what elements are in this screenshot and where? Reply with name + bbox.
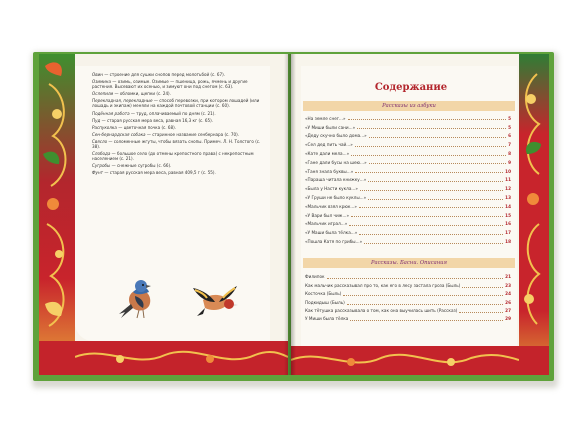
toc-page-number: 7 — [508, 142, 511, 148]
goldfinch-bird-illustration — [189, 282, 241, 322]
toc-page-number: 12 — [505, 186, 511, 192]
glossary-term: Пуд — [92, 117, 101, 123]
toc-dot-leader — [347, 301, 503, 305]
toc-page-number: 10 — [505, 168, 511, 174]
toc-dot-leader — [369, 160, 506, 164]
toc-entry — [305, 279, 511, 287]
glossary-definition: — старая русская мера веса, равная 16,3 кг (с. 65). — [100, 117, 213, 123]
toc-dot-leader — [343, 292, 503, 296]
toc-entry-title: «У Груши не было куклы...» — [305, 195, 367, 201]
toc-entry — [305, 123, 511, 132]
toc-entry-title: «Таня знала буквы...» — [305, 168, 354, 174]
toc-entry-title: «Гане дали бусы на шею...» — [305, 159, 367, 165]
toc-entry-title: «Деду скучно было дома...» — [305, 133, 367, 139]
toc-page-number: 23 — [505, 282, 511, 288]
toc-entry — [305, 149, 511, 158]
toc-entry — [305, 305, 511, 313]
toc-entry-title: «Сел дед пить чай...» — [305, 142, 353, 148]
toc-page-number: 6 — [508, 133, 511, 139]
glossary-entry — [92, 111, 268, 116]
toc-page-number: 14 — [505, 203, 511, 209]
glossary-definition: — способ перевозки, при котором лошадей (или лошадь и экипаж) меняли на каждой почтовой станции (с. 60). — [92, 98, 260, 109]
toc-entry-title: Как тётушка рассказывала о том, как она выучилась шить (Рассказ) — [305, 307, 458, 313]
glossary-term: Озимина — [92, 79, 111, 85]
toc-page-number: 15 — [505, 212, 511, 218]
glossary-entry — [92, 132, 268, 137]
toc-page-number: 26 — [505, 299, 511, 305]
glossary-entry — [92, 139, 268, 149]
glossary-entry — [92, 72, 268, 77]
glossary — [92, 72, 268, 178]
toc-entry-title: «Была у Насти кукла...» — [305, 186, 358, 192]
glossary-term: Фунт — [92, 170, 104, 176]
toc-page-number: 29 — [505, 316, 511, 322]
toc-entry — [305, 140, 511, 149]
toc-page-number: 13 — [505, 195, 511, 201]
glossary-entry — [92, 163, 268, 168]
toc-page-number: 9 — [508, 159, 511, 165]
glossary-entry — [92, 79, 268, 89]
toc-dot-leader — [368, 178, 503, 182]
toc-page-number: 27 — [505, 307, 511, 313]
toc-entry-title: «Мальчик играл...» — [305, 221, 348, 227]
toc-entry — [305, 271, 511, 279]
toc-entry-title: «У Маши была тёлка...» — [305, 230, 358, 236]
toc-entry — [305, 193, 511, 202]
toc-entry — [305, 158, 511, 167]
toc-entry — [305, 211, 511, 220]
toc-page-number: 16 — [505, 221, 511, 227]
toc-dot-leader — [355, 169, 503, 173]
toc-section-heading: Рассказы из азбуки — [382, 103, 436, 109]
toc-dot-leader — [355, 143, 506, 147]
toc-entry — [305, 220, 511, 229]
toc-entry-title: «Кате дали мела...» — [305, 151, 350, 157]
toc-dot-leader — [349, 222, 503, 226]
glossary-term: Распуколка — [92, 124, 117, 130]
left-page — [39, 54, 288, 375]
book-spine-gutter — [284, 54, 296, 375]
glossary-definition: — цветочная почка (с. 68). — [116, 124, 177, 130]
right-page — [291, 54, 549, 375]
right-bottom-ornament — [291, 346, 519, 375]
toc-entry — [305, 296, 511, 304]
toc-dot-leader — [459, 309, 503, 313]
toc-dot-leader — [327, 275, 504, 279]
toc-entry — [305, 228, 511, 237]
glossary-entry — [92, 170, 268, 175]
toc-entry-title: Филипок — [305, 274, 325, 280]
toc-entry-title: «На земле снег...» — [305, 115, 346, 121]
toc-dot-leader — [348, 116, 507, 120]
toc-page-number: 5 — [508, 115, 511, 121]
glossary-entry — [92, 125, 268, 130]
toc-dot-leader — [364, 240, 503, 244]
glossary-definition: — труд, оплачиваемый по дням (с. 21). — [129, 110, 216, 116]
glossary-definition: — соломенные жгуты, чтобы вязать снопы. Примеч. Л. Н. Толстого (с. 38). — [92, 138, 261, 150]
glossary-term: Сен-бернардская собака — [92, 131, 146, 137]
finch-bird-illustration — [117, 276, 159, 320]
toc-title: Содержание — [374, 82, 448, 93]
toc-page-number: 17 — [505, 230, 511, 236]
toc-entry-title: «Параша читала книжку...» — [305, 177, 367, 183]
toc-dot-leader — [351, 213, 503, 217]
glossary-definition: — большое село (до отмены крепостного права) с некрепостным населением (с. 21). — [92, 151, 254, 162]
glossary-definition: — строение для сушки снопов перед молотьбой (с. 67). — [102, 72, 225, 77]
toc-page-number: 24 — [505, 291, 511, 297]
toc-entry-title: «Мальчик взял крюк...» — [305, 203, 357, 209]
glossary-definition: — снежные сугробы (с. 66). — [110, 163, 172, 169]
glossary-entry — [92, 118, 268, 123]
toc-dot-leader — [357, 125, 506, 129]
toc-section-heading: Рассказы. Басни. Описания — [371, 260, 447, 266]
toc-entry-title: Косточка (Быль) — [305, 291, 342, 297]
toc-page-number: 18 — [505, 239, 511, 245]
toc-entry — [305, 313, 511, 321]
toc-entry — [305, 202, 511, 211]
glossary-definition: — старинное название сенбернара (с. 70). — [145, 131, 240, 137]
right-floral-ornament — [515, 54, 549, 375]
glossary-entry — [92, 91, 268, 96]
toc-entry-title: «Пошла Катя по грибы...» — [305, 239, 363, 245]
toc-page-number: 21 — [505, 274, 511, 280]
toc-list-stories — [305, 114, 511, 246]
glossary-term: Перекладная, перекладные — [92, 98, 153, 104]
toc-dot-leader — [359, 204, 503, 208]
toc-entry — [305, 184, 511, 193]
left-bottom-ornament — [75, 341, 288, 375]
toc-entry — [305, 167, 511, 176]
toc-dot-leader — [360, 187, 503, 191]
toc-dot-leader — [359, 231, 503, 235]
glossary-term: Сугробы — [92, 163, 111, 169]
toc-dot-leader — [462, 284, 503, 288]
toc-page-number: 11 — [505, 177, 511, 183]
glossary-entry — [92, 98, 268, 108]
toc-entry-title: Как мальчик рассказывал про то, как его в лесу застала гроза (Быль) — [305, 282, 461, 288]
glossary-term: Слобода — [92, 151, 111, 157]
toc-page-number: 5 — [508, 124, 511, 130]
glossary-term: Ослепили — [92, 91, 114, 97]
toc-dot-leader — [350, 317, 503, 321]
toc-entry-title: «У Миши были сани...» — [305, 124, 356, 130]
toc-entry-title: «У Вари был чиж...» — [305, 212, 350, 218]
toc-entry-title: Подкидыш (Быль) — [305, 299, 345, 305]
glossary-term: Свясло — [92, 138, 108, 144]
glossary-term: Овин — [92, 72, 103, 77]
glossary-term: Подённая работа — [92, 110, 130, 116]
glossary-definition: — обломки, щепки (с. 24). — [113, 91, 171, 97]
toc-list-tales — [305, 271, 511, 321]
toc-entry-title: У Миши была тёлка — [305, 316, 349, 322]
toc-dot-leader — [351, 152, 506, 156]
glossary-entry — [92, 151, 268, 161]
toc-page-number: 8 — [508, 151, 511, 157]
toc-entry — [305, 237, 511, 246]
toc-dot-leader — [369, 134, 506, 138]
toc-entry — [305, 176, 511, 185]
toc-entry — [305, 114, 511, 123]
toc-entry — [305, 132, 511, 141]
toc-dot-leader — [368, 196, 503, 200]
toc-entry — [305, 288, 511, 296]
glossary-definition: — озимь, озимые. Озимые — пшеница, рожь, ячмень и другие растения. Высевают их осенью, и зимуют они под снегом (с. 63). — [92, 79, 248, 90]
glossary-definition: — старая русская мера веса, равная 409,5 г (с. 55). — [103, 170, 216, 176]
